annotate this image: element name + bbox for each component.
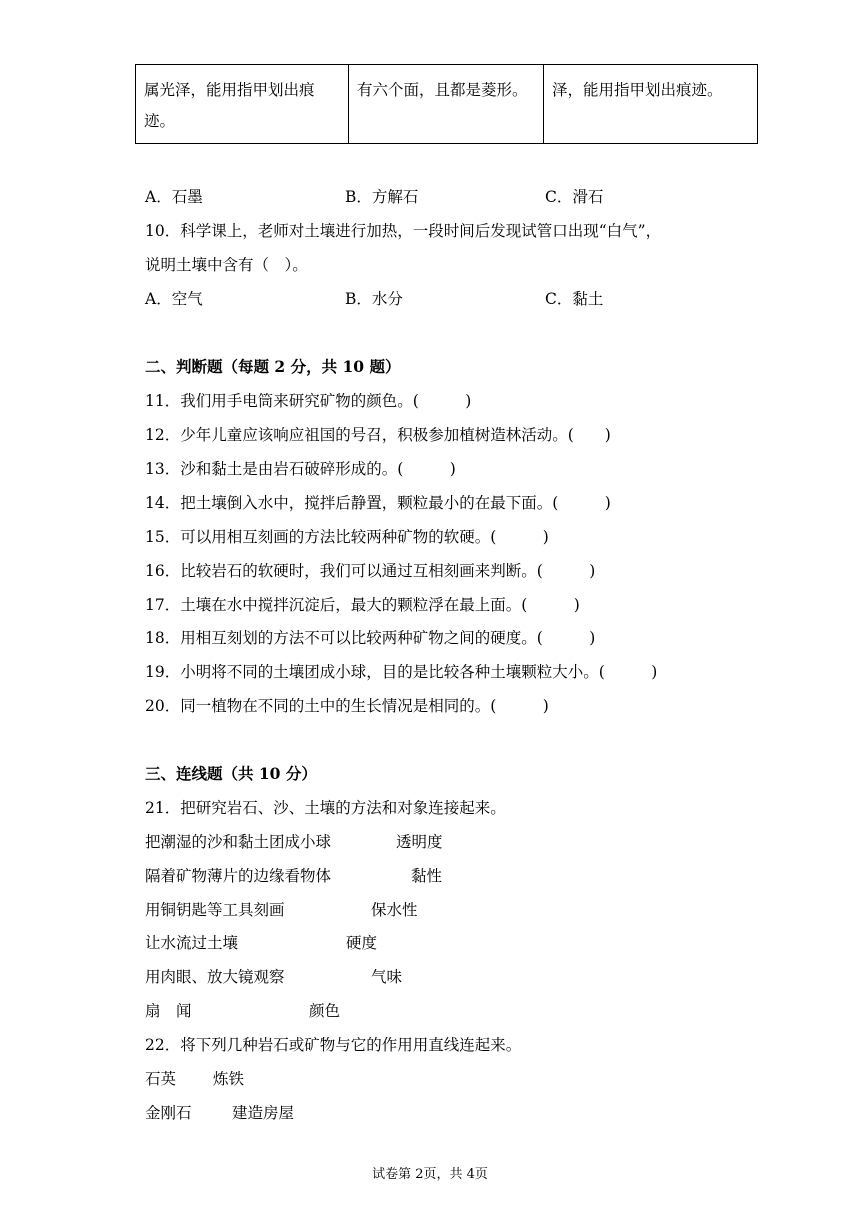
question-item: 18．用相互刻划的方法不可以比较两种矿物之间的硬度。( ) — [145, 629, 596, 647]
question-item: 12．少年儿童应该响应祖国的号召，积极参加植树造林活动。( ) — [145, 426, 611, 444]
table-cell: 泽，能用指甲划出痕迹。 — [544, 65, 758, 144]
question-item: 14．把土壤倒入水中，搅拌后静置，颗粒最小的在最下面。( ) — [145, 494, 611, 512]
question-item: 15．可以用相互刻画的方法比较两种矿物的软硬。( ) — [145, 528, 549, 546]
method-item: 用肉眼、放大镜观察 — [145, 968, 285, 986]
mineral-item: 金刚石 — [145, 1104, 192, 1122]
option-c: C．黏土 — [545, 290, 604, 308]
use-item: 建造房屋 — [232, 1104, 295, 1122]
table-cell: 属光泽，能用指甲划出痕迹。 — [136, 65, 349, 144]
method-item: 让水流过土壤 — [145, 934, 239, 952]
mineral-item: 石英 — [145, 1070, 177, 1088]
object-item: 颜色 — [309, 1002, 341, 1020]
option-a: A．空气 — [145, 290, 203, 308]
question-item: 20．同一植物在不同的土中的生长情况是相同的。( ) — [145, 697, 549, 715]
option-c: C．滑石 — [545, 188, 604, 206]
option-a: A．石墨 — [145, 188, 203, 206]
question-item: 13．沙和黏土是由岩石破碎形成的。( ) — [145, 460, 456, 478]
page-footer: 试卷第 2页，共 4页 — [372, 1167, 488, 1182]
method-item: 用铜钥匙等工具刻画 — [145, 901, 285, 919]
mineral-table — [135, 64, 758, 144]
object-item: 硬度 — [346, 934, 378, 952]
object-item: 气味 — [371, 968, 403, 986]
table-row — [136, 65, 758, 144]
option-b: B．方解石 — [345, 188, 419, 206]
object-item: 透明度 — [396, 833, 443, 851]
question-10-line2: 说明土壤中含有（ ）。 — [145, 256, 308, 274]
question-10-line1: 10．科学课上，老师对土壤进行加热，一段时间后发现试管口出现“白气”， — [145, 222, 662, 240]
object-item: 黏性 — [411, 867, 443, 885]
question-22: 22．将下列几种岩石或矿物与它的作用用直线连起来。 — [145, 1036, 522, 1054]
section-heading: 二、判断题（每题 2 分，共 10 题） — [145, 357, 401, 376]
object-item: 保水性 — [371, 901, 418, 919]
use-item: 炼铁 — [213, 1070, 245, 1088]
table-cell: 有六个面，且都是菱形。 — [349, 65, 544, 144]
method-item: 把潮湿的沙和黏土团成小球 — [145, 833, 332, 851]
option-b: B．水分 — [345, 290, 403, 308]
section-heading: 三、连线题（共 10 分） — [145, 764, 317, 783]
method-item: 扇 闻 — [145, 1002, 192, 1020]
question-21: 21．把研究岩石、沙、土壤的方法和对象连接起来。 — [145, 799, 506, 817]
question-item: 16．比较岩石的软硬时，我们可以通过互相刻画来判断。( ) — [145, 562, 596, 580]
question-item: 19．小明将不同的土壤团成小球，目的是比较各种土壤颗粒大小。( ) — [145, 663, 658, 681]
question-item: 11．我们用手电筒来研究矿物的颜色。( ) — [145, 392, 472, 410]
question-item: 17．土壤在水中搅拌沉淀后，最大的颗粒浮在最上面。( ) — [145, 596, 580, 614]
method-item: 隔着矿物薄片的边缘看物体 — [145, 867, 332, 885]
